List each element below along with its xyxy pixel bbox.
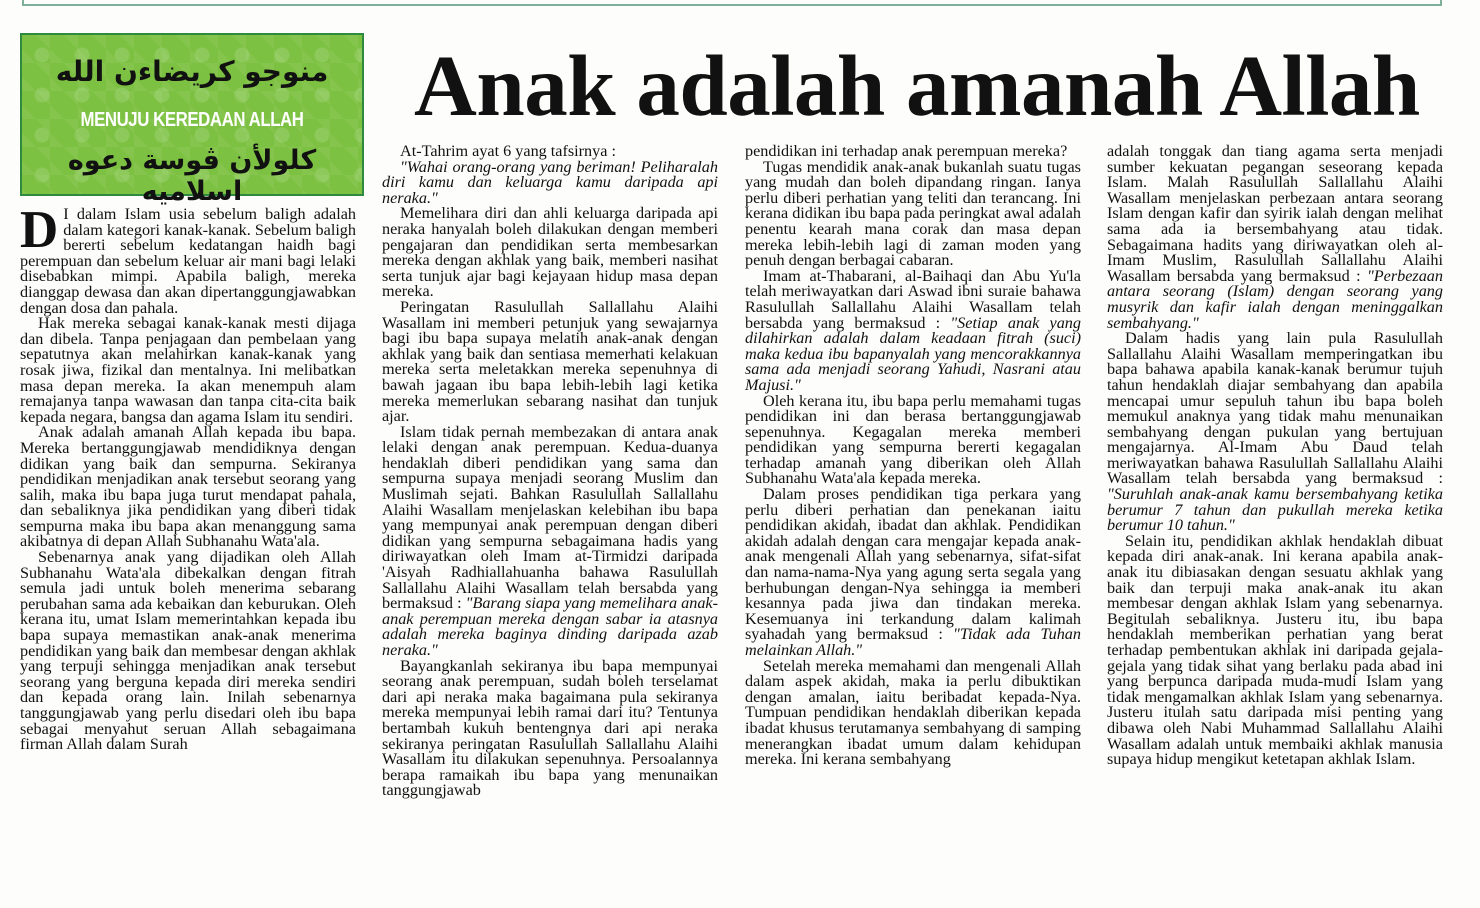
paragraph-text: Imam at-Thabarani, al-Baihaqi dan Abu Yu'la telah meriwayatkan dari Aswad ibni suraie bahawa Rasulullah Sallallahu Alaihi Wasallam telah bersabda yang bermaksud : bbox=[745, 266, 1081, 332]
paragraph bbox=[1107, 331, 1443, 534]
paragraph bbox=[1107, 144, 1443, 331]
quote-text: "Perbezaan antara seorang (Islam) dengan seorang yang musyrik dan kafir ialah dengan meninggalkan sembahyang." bbox=[1107, 266, 1443, 332]
article-column-1 bbox=[20, 201, 356, 754]
paragraph-text: adalah tonggak dan tiang agama serta menjadi sumber kekuatan pegangan seseorang kepada Islam. Malah Rasulullah Sallallahu Alaihi Wasallam menjelaskan perbezaan antara seorang Islam dengan kafir dan syirik ialah dengan melihat sama ada ia bersembahyang atau tidak. Sebagaimana hadits yang diriwayatkan oleh al-Imam Muslim, Rasulullah Sallallahu Alaihi Wasallam bersabda yang bermaksud : bbox=[1107, 142, 1443, 285]
paragraph: Selain itu, pendidikan akhlak hendaklah dibuat kepada diri anak-anak. Ini kerana apabila anak-anak itu dibiasakan dengan sesuatu akhlak yang baik dan terpuji maka anak-anak itu akan membesar dengan akhlak Islam yang sebenarnya. Begitulah sebaliknya. Justeru itu, ibu bapa hendaklah memberikan perhatian yang berat terhadap pembentukan akhlak ini daripada gejala-gejala yang tidak sihat yang berlaku pada abad ini yang berpunca daripada muda-mudi Islam yang tidak mengamalkan akhlak Islam yang sebenarnya. Justeru itulah satu daripada misi penting yang dibawa oleh Nabi Muhammad Sallallahu Alaihi Wasallam adalah untuk membaiki akhlak manusia supaya hidup mengikut ketetapan akhlak Islam. bbox=[1107, 531, 1443, 769]
quote-text: "Tidak ada Tuhan melainkan Allah." bbox=[745, 625, 1081, 659]
paragraph: Sebenarnya anak yang dijadikan oleh Allah Subhanahu Wata'ala dibekalkan dengan fitrah semula jadi untuk boleh menerima sebarang perubahan sama ada kebaikan dan keburukan. Oleh kerana itu, umat Islam memerintahkan kepada ibu bapa supaya memastikan anak-anak menerima pendidikan yang baik dan membesar dengan akhlak yang terpuji sehingga menjadikan anak tersebut seorang yang berguna kepada diri mereka sendiri dan kepada orang lain. Inilah sebenarnya tanggungjawab yang perlu disedari oleh ibu bapa sebagai menyahut seruan Allah sebagaimana firman Allah dalam Surah bbox=[20, 548, 356, 754]
top-frame-border bbox=[22, 0, 1442, 6]
column-banner bbox=[20, 33, 364, 207]
article-column-2 bbox=[382, 144, 718, 799]
paragraph: At-Tahrim ayat 6 yang tafsirnya : bbox=[400, 142, 616, 160]
paragraph: Anak adalah amanah Allah kepada ibu bapa. Mereka bertanggungjawab mendidiknya dengan didikan yang baik dan sempurna. Sekiranya pendidikan menjadikan anak tersebut seorang yang salih, maka ibu bapa juga turut mendapat pahala, dan sebaliknya jika pendidikan yang diberi tidak sempurna maka ibu bapa akan menanggung sama akibatnya di depan Allah Subhanahu Wata'ala. bbox=[20, 423, 356, 551]
paragraph bbox=[745, 487, 1081, 659]
banner-jawi-heading: منوجو كريضاءن الله bbox=[55, 55, 329, 88]
paragraph-text: I dalam Islam usia sebelum baligh adalah dalam kategori kanak-kanak. Sebelum baligh bererti sebelum kedatangan haidh bagi perempuan dan sebelum keluar air mani bagi lelaki disebabkan mimpi. Apabila baligh, mereka dianggap dewasa dan akan dipertanggungjawabkan dengan dosa dan pahala. bbox=[20, 205, 356, 317]
quote-paragraph bbox=[382, 157, 718, 207]
quote-text: "Suruhlah anak-anak kamu bersembahyang ketika berumur 7 tahun dan pukullah mereka ketika berumur 10 tahun." bbox=[1107, 485, 1443, 535]
drop-cap: D bbox=[20, 201, 59, 259]
quote-text: "Barang siapa yang memelihara anak-anak perempuan mereka dengan sabar ia atasnya adalah mereka baginya dinding daripada azab neraka." bbox=[382, 594, 718, 659]
paragraph bbox=[20, 201, 356, 317]
paragraph: Peringatan Rasulullah Sallallahu Alaihi Wasallam ini memberi petunjuk yang sewajarnya bagi ibu bapa supaya melatih anak-anak dengan akhlak yang baik dan sentiasa memerhati kelakuan mereka serta meletakkan mereka sepenuhnya di bawah jagaan ibu bapa lebih-lebih lagi ketika mereka memerlukan sebarang nasihat dan tunjuk ajar. bbox=[382, 297, 718, 426]
paragraph bbox=[745, 266, 1081, 394]
banner-jawi-credit: كلولأن ڤوسة دعوه اسلاميه bbox=[67, 145, 317, 207]
paragraph-text: Dalam proses pendidikan tiga perkara yang perlu diberi perhatian dan penekanan iaitu pendidikan akidah, ibadat dan akhlak. Pendidikan akidah adalah dengan cara mengajar kepada anak-anak mengenali Allah yang sebenarnya, sifat-sifat dan nama-nama-Nya yang agung serta segala yang berhubungan dengan-Nya sehingga ia memberi kesannya pada jiwa dan tindakan mereka. Kesemuanya ini terkandung dalam kalimah syahadah yang bermaksud : bbox=[745, 485, 1081, 644]
paragraph: Hak mereka sebagai kanak-kanak mesti dijaga dan dibela. Tanpa penjagaan dan pembelaan yang sepatutnya akan melahirkan kanak-kanak yang rosak jiwa, fizikal dan mentalnya. Ini melibatkan masa depan mereka. Ia akan menempuh alam remajanya tanpa wawasan dan tanpa cita-cita baik kepada negara, bangsa dan agama Islam itu sendiri. bbox=[20, 314, 356, 426]
article-column-4 bbox=[1107, 144, 1443, 768]
article-column-3 bbox=[745, 144, 1081, 768]
paragraph: Bayangkanlah sekiranya ibu bapa mempunyai seorang anak perempuan, sudah boleh terselamat dari api neraka maka bagaimana pula sekiranya mereka mempunyai lebih ramai dari itu? Tentunya bertambah kukuh bentengnya dari api neraka sekiranya peringatan Rasulullah Sallallahu Alaihi Wasallam itu dilakukan sepenuhnya. Persoalannya berapa ramaikah ibu bapa yang menunaikan tanggungjawab bbox=[382, 656, 718, 800]
paragraph: Tugas mendidik anak-anak bukanlah suatu tugas yang mudah dan boleh dipandang ringan. Ianya perlu diberi perhatian yang teliti dan terancang. Ini kerana didikan ibu bapa pada peringkat awal adalah penentu kearah mana corak dan masa depan mereka lebih-lebih lagi di zaman moden yang penuh dengan berbagai cabaran. bbox=[745, 157, 1081, 270]
quote-text: "Wahai orang-orang yang beriman! Peliharalah diri kamu dan keluarga kamu daripada api neraka." bbox=[382, 157, 718, 207]
paragraph bbox=[382, 422, 718, 659]
banner-column-name: MENUJU KEREDAAN ALLAH bbox=[80, 109, 304, 131]
paragraph: Memelihara diri dan ahli keluarga daripada api neraka hanyalah boleh dilakukan dengan memberi pengajaran dan pendidikan serta membesarkan mereka dengan akhlak yang baik, memberi nasihat serta tunjuk ajar bagi kejayaan hidup masa depan mereka. bbox=[382, 204, 718, 301]
quote-text: "Setiap anak yang dilahirkan adalah dalam keadaan fitrah (suci) maka kedua ibu bapanyalah yang mencorakkannya sama ada menjadi seorang Yahudi, Nasrani atau Majusi." bbox=[745, 313, 1081, 394]
paragraph: pendidikan ini terhadap anak perempuan mereka? bbox=[745, 142, 1068, 160]
paragraph: Setelah mereka memahami dan mengenali Allah dalam aspek akidah, maka ia perlu dibuktikan dengan amalan, iaitu beribadat kepada-Nya. Tumpuan pendidikan hendaklah diberikan kepada ibadat khusus terutamanya sembahyang di samping menerangkan ibadat umum dalam kehidupan mereka. Ini kerana sembahyang bbox=[745, 656, 1081, 769]
article-title: Anak adalah amanah Allah bbox=[414, 37, 1420, 134]
paragraph: Oleh kerana itu, ibu bapa perlu memahami tugas pendidikan ini dan berasa bertanggungjawab sepenuhnya. Kegagalan mereka memberi pendidikan yang sempurna bererti kegagalan terhadap amanah yang diberikan oleh Allah Subhanahu Wata'ala kepada mereka. bbox=[745, 391, 1081, 488]
paragraph-text: Dalam hadis yang lain pula Rasulullah Sallallahu Alaihi Wasallam memperingatkan ibu bapa bahawa apabila kanak-kanak berumur tujuh tahun hendaklah diajar sembahyang dan apabila mencapai umur sepuluh tahun ibu bapa boleh memukul anaknya yang tidak mahu menunaikan sembahyang dengan pukulan yang bertujuan mengajarnya. Al-Imam Abu Daud telah meriwayatkan bahawa Rasulullah Sallallahu Alaihi Wasallam telah bersabda yang bermaksud : bbox=[1107, 329, 1443, 488]
paragraph-text: Islam tidak pernah membezakan di antara anak lelaki dengan anak perempuan. Kedua-duanya hendaklah diberi pendidikan yang sama dan sempurna supaya menjadi seorang Muslim dan Muslimah sejati. Bahkan Rasulullah Sallallahu Alaihi Wasallam menjelaskan kelebihan ibu bapa yang mempunyai anak perempuan dengan diberi didikan yang sempurna sebagaimana hadis yang diriwayatkan oleh Imam at-Tirmidzi daripada 'Aisyah Radhiallahuanha bahawa Rasulullah Sallallahu Alaihi Wasallam telah bersabda yang bermaksud : bbox=[382, 422, 718, 613]
